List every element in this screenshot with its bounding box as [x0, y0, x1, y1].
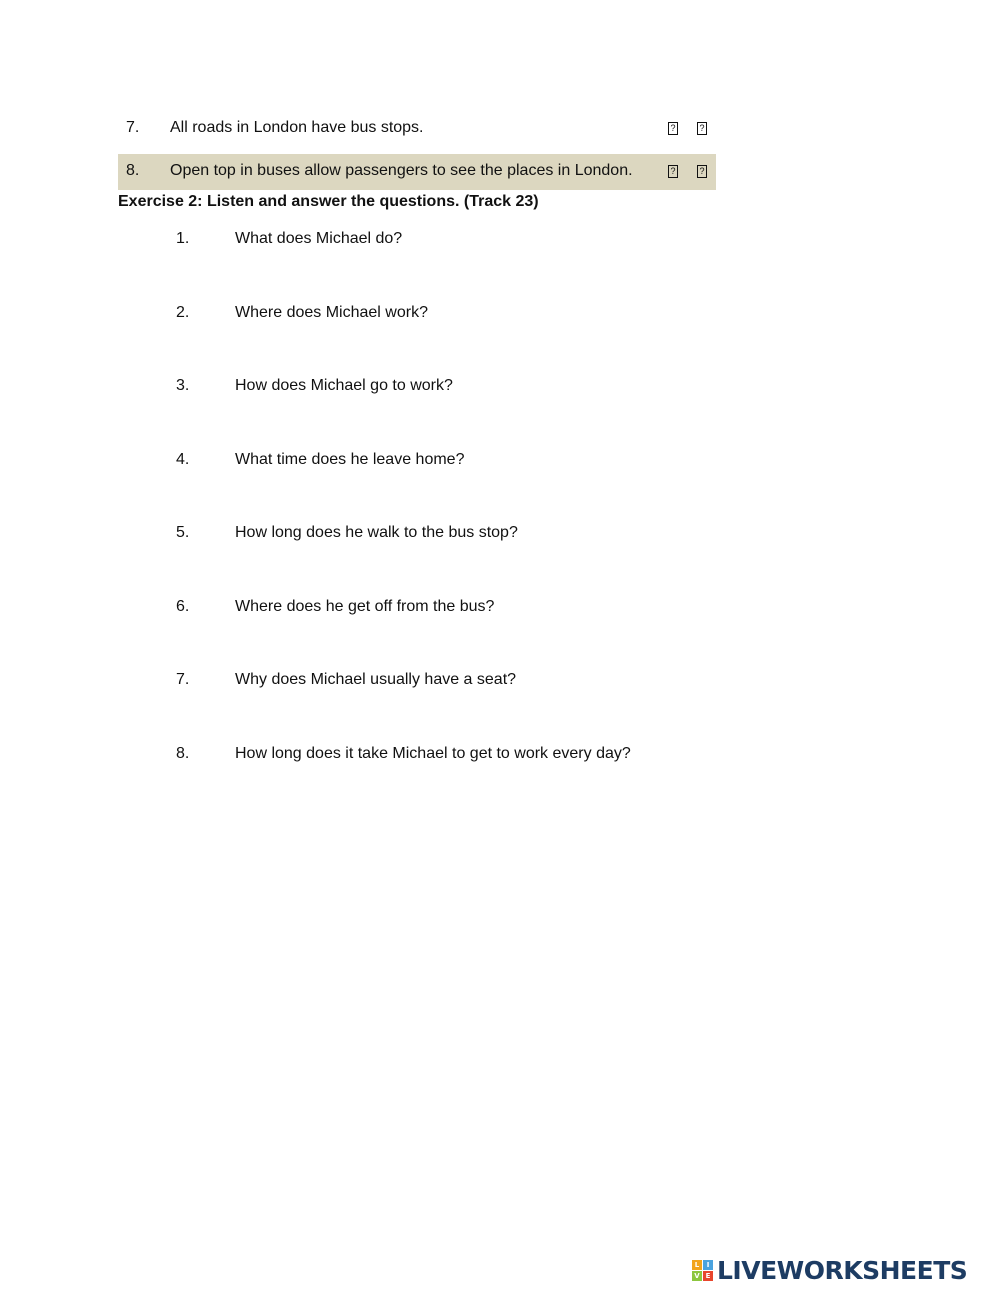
true-checkbox[interactable]: ? [668, 122, 678, 135]
row-statement: Open top in buses allow passengers to see the places in London. [170, 162, 633, 179]
question-text: What does Michael do? [235, 230, 403, 247]
logo-text: LIVEWORKSHEETS [717, 1255, 968, 1285]
question-number: 7. [176, 671, 190, 688]
question-text: How long does it take Michael to get to work every day? [235, 745, 631, 762]
question-text: What time does he leave home? [235, 451, 465, 468]
logo-mark-letter: I [703, 1260, 713, 1270]
true-checkbox[interactable]: ? [668, 165, 678, 178]
question-text: Where does he get off from the bus? [235, 598, 495, 615]
question-number: 1. [176, 230, 190, 247]
logo-mark-letter: V [692, 1271, 702, 1281]
true-false-row [118, 154, 716, 190]
question-number: 5. [176, 524, 190, 541]
question-text: Why does Michael usually have a seat? [235, 671, 517, 688]
question-number: 4. [176, 451, 190, 468]
question-number: 2. [176, 304, 190, 321]
logo-mark-icon [692, 1260, 713, 1281]
logo-mark-letter: L [692, 1260, 702, 1270]
question-text: How long does he walk to the bus stop? [235, 524, 518, 541]
question-number: 3. [176, 377, 190, 394]
question-text: Where does Michael work? [235, 304, 428, 321]
question-number: 6. [176, 598, 190, 615]
false-checkbox[interactable]: ? [697, 122, 707, 135]
true-false-row [118, 111, 716, 147]
false-checkbox[interactable]: ? [697, 165, 707, 178]
question-number: 8. [176, 745, 190, 762]
row-statement: All roads in London have bus stops. [170, 119, 424, 136]
row-number: 7. [126, 119, 140, 136]
question-text: How does Michael go to work? [235, 377, 453, 394]
logo-mark-letter: E [703, 1271, 713, 1281]
exercise-2-heading: Exercise 2: Listen and answer the questions. (Track 23) [118, 193, 539, 210]
liveworksheets-logo [692, 1255, 967, 1285]
row-number: 8. [126, 162, 140, 179]
